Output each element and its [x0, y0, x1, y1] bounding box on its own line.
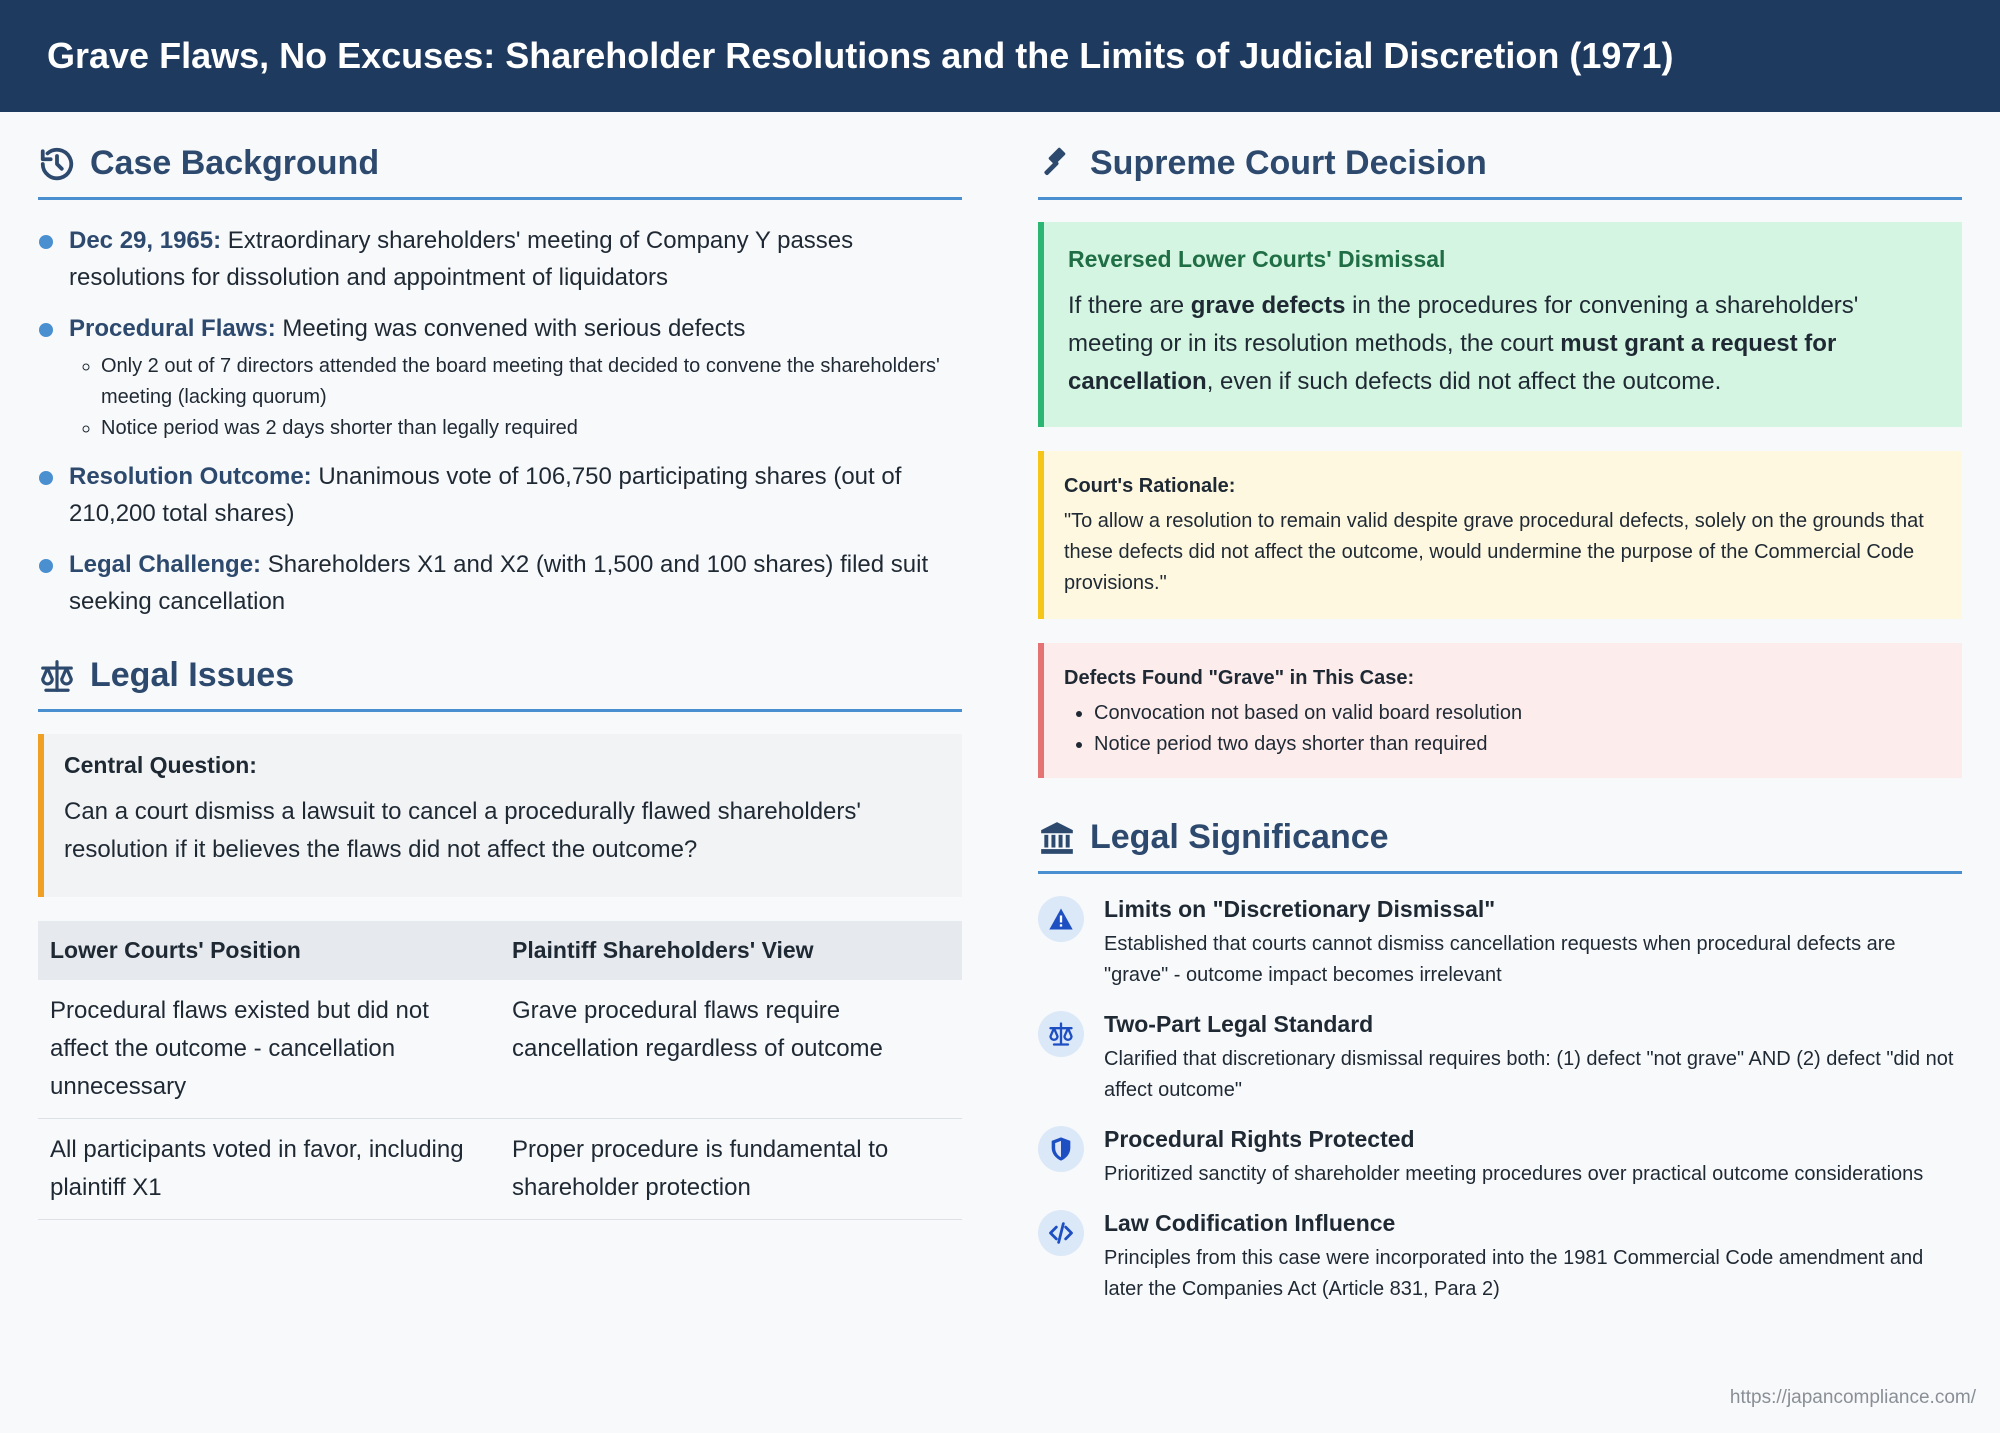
page-header	[0, 0, 2000, 112]
table-cell: Procedural flaws existed but did not affect the outcome - cancellation unnecessary	[38, 980, 500, 1119]
item-label: Legal Challenge:	[69, 551, 262, 578]
column-header: Lower Courts' Position	[38, 921, 500, 980]
significance-heading	[1038, 818, 1962, 874]
holding-title: Reversed Lower Courts' Dismissal	[1068, 246, 1446, 272]
item-label: Procedural Flaws:	[69, 315, 276, 342]
list-item	[1038, 896, 1962, 991]
decision-heading	[1038, 144, 1962, 200]
bullet-icon	[39, 471, 53, 485]
item-desc: Prioritized sanctity of shareholder meeting procedures over practical outcome considerations	[1104, 1163, 1924, 1185]
history-icon	[38, 145, 76, 183]
scale-icon	[38, 657, 76, 695]
item-text: Unanimous vote of 106,750 participating shares (out of 210,200 total shares)	[69, 463, 902, 527]
section-title: Case Background	[90, 144, 380, 182]
list-item	[38, 310, 962, 444]
institution-icon	[1038, 819, 1076, 857]
holding-text	[1068, 287, 1938, 401]
table-cell: All participants voted in favor, including plaintiff X1	[38, 1119, 500, 1220]
rationale-text: "To allow a resolution to remain valid despite grave procedural defects, solely on the grounds that these defects did not affect the outcome, would undermine the purpose of the Commercial Code provisions."	[1064, 510, 1924, 594]
table-cell: Grave procedural flaws require cancellation regardless of outcome	[500, 980, 962, 1119]
list-item: • Notice period two days shorter than required	[1094, 729, 1942, 760]
code-icon	[1038, 1210, 1084, 1256]
holding-part: If there are	[1068, 292, 1191, 319]
list-item	[1038, 1126, 1962, 1190]
holding-part: , even if such defects did not affect the outcome.	[1206, 368, 1722, 395]
section-title: Legal Significance	[1090, 818, 1389, 856]
list-item	[38, 546, 962, 620]
list-item	[38, 222, 962, 296]
item-desc: Clarified that discretionary dismissal requires both: (1) defect "not grave" AND (2) defect "did not affect outcome"	[1104, 1048, 1954, 1101]
table-row	[38, 1119, 962, 1220]
warning-icon	[1038, 896, 1084, 942]
significance-list	[1038, 896, 1962, 1305]
holding-emphasis: grave defects	[1190, 292, 1346, 319]
left-column	[38, 144, 962, 1325]
item-label: Dec 29, 1965:	[69, 227, 222, 254]
item-title: Two-Part Legal Standard	[1104, 1011, 1374, 1037]
item-title: Limits on "Discretionary Dismissal"	[1104, 896, 1496, 922]
item-text: Shareholders X1 and X2 (with 1,500 and 100 shares) filed suit seeking cancellation	[69, 551, 929, 615]
background-list	[38, 222, 962, 620]
shield-icon	[1038, 1126, 1084, 1172]
column-header: Plaintiff Shareholders' View	[500, 921, 962, 980]
footer-url: https://japancompliance.com/	[1729, 1387, 1976, 1408]
gavel-icon	[1038, 145, 1076, 183]
sub-item: ◦ Notice period was 2 days shorter than legally required	[101, 413, 962, 444]
central-question-box	[38, 734, 962, 897]
rationale-title: Court's Rationale:	[1064, 475, 1236, 497]
item-desc: Established that courts cannot dismiss cancellation requests when procedural defects are "grave" - outcome impact becomes irrelevant	[1104, 933, 1896, 986]
legal-issues-heading	[38, 656, 962, 712]
page-title: Grave Flaws, No Excuses: Shareholder Resolutions and the Limits of Judicial Discretion (1971)	[47, 35, 1674, 76]
holding-emphasis: must grant a request for cancellation	[1068, 330, 1837, 395]
positions-table	[38, 921, 962, 1220]
item-text: Meeting was convened with serious defects	[282, 315, 746, 342]
item-text: Extraordinary shareholders' meeting of Company Y passes resolutions for dissolution and appointment of liquidators	[69, 227, 854, 291]
defects-title: Defects Found "Grave" in This Case:	[1064, 667, 1415, 689]
table-cell: Proper procedure is fundamental to shareholder protection	[500, 1119, 962, 1220]
rationale-box	[1038, 451, 1962, 619]
item-title: Procedural Rights Protected	[1104, 1126, 1415, 1152]
list-item	[1038, 1011, 1962, 1106]
sub-list	[69, 351, 962, 444]
question-text: Can a court dismiss a lawsuit to cancel a procedurally flawed shareholders' resolution if it believes the flaws did not affect the outcome?	[64, 798, 861, 863]
bullet-icon	[39, 559, 53, 573]
defects-box	[1038, 643, 1962, 778]
content-columns	[0, 144, 2000, 1325]
section-title: Legal Issues	[90, 656, 295, 694]
table-row	[38, 980, 962, 1119]
holding-part: in the procedures for convening a shareholders' meeting or in its resolution methods, the court	[1068, 292, 1859, 357]
case-background-heading	[38, 144, 962, 200]
holding-box	[1038, 222, 1962, 427]
sub-item: ◦ Only 2 out of 7 directors attended the board meeting that decided to convene the shareholders' meeting (lacking quorum)	[101, 351, 962, 413]
table-header-row	[38, 921, 962, 980]
question-title: Central Question:	[64, 752, 257, 778]
bullet-icon	[39, 323, 53, 337]
item-desc: Principles from this case were incorporated into the 1981 Commercial Code amendment and later the Companies Act (Article 831, Para 2)	[1104, 1247, 1924, 1300]
scale-icon	[1038, 1011, 1084, 1057]
list-item: • Convocation not based on valid board resolution	[1094, 698, 1942, 729]
section-title: Supreme Court Decision	[1090, 144, 1487, 182]
item-title: Law Codification Influence	[1104, 1210, 1396, 1236]
list-item	[38, 458, 962, 532]
item-label: Resolution Outcome:	[69, 463, 312, 490]
defects-list	[1064, 698, 1942, 760]
right-column	[1038, 144, 1962, 1325]
bullet-icon	[39, 235, 53, 249]
list-item	[1038, 1210, 1962, 1305]
